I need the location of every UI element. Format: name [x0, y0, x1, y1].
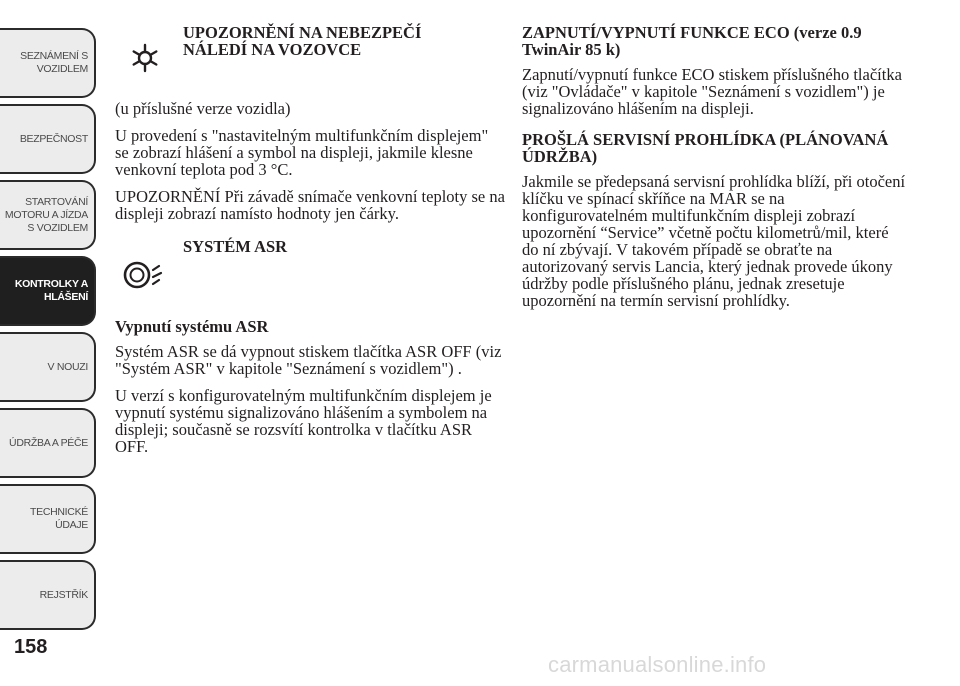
asr-text-1: Systém ASR se dá vypnout stiskem tlačítka ASR OFF (viz "Systém ASR" v kapitole "Seznámení s vozidlem") .	[115, 342, 502, 378]
tab-kontrolky[interactable]: KONTROLKY A HLÁŠENÍ	[0, 256, 96, 326]
asr-text-2: U verzí s konfigurovatelným multifunkčním displejem je vypnutí systému signalizováno hlášením a symbolem na displeji; současně se rozsvítí kontrolka v tlačítku ASR OFF.	[115, 386, 492, 456]
ice-warning-heading: UPOZORNĚNÍ NA NEBEZPEČÍ NÁLEDÍ NA VOZOVCE	[183, 23, 422, 59]
tab-rejstrik[interactable]: REJSTŘÍK	[0, 560, 96, 630]
asr-header	[115, 236, 505, 318]
ice-warning-caution: UPOZORNĚNÍ Při závadě snímače venkovní teploty se na displeji zobrazí namísto hodnoty jen čárky.	[115, 187, 505, 223]
page-number: 158	[14, 636, 48, 658]
tab-startovani[interactable]: STARTOVÁNÍ MOTORU A JÍZDA S VOZIDLEM	[0, 180, 96, 250]
left-column	[115, 24, 505, 465]
snowflake-icon	[129, 42, 161, 79]
service-heading: PROŠLÁ SERVISNÍ PROHLÍDKA (PLÁNOVANÁ ÚDRŽBA)	[522, 130, 889, 166]
service-text: Jakmile se předepsaná servisní prohlídka blíží, při otočení klíčku ve spínací skříňce na MAR se na konfigurovatelném multifunkčním displeji zobrazí upozornění “Service” včetně počtu kilometrů/mil, které do ní zbývají. V takovém případě se obraťte na autorizovaný servis Lancia, který jednak provede úkony údržby podle příslušného plánu, jednak zresetuje upozornění na termín servisní prohlídky.	[522, 172, 906, 310]
asr-traction-icon	[123, 258, 167, 297]
eco-heading: ZAPNUTÍ/VYPNUTÍ FUNKCE ECO (verze 0.9 TwinAir 85 k)	[522, 23, 862, 59]
tab-v-nouzi[interactable]: V NOUZI	[0, 332, 96, 402]
ice-warning-header	[115, 24, 505, 100]
tab-technicke-udaje[interactable]: TECHNICKÉ ÚDAJE	[0, 484, 96, 554]
right-column	[522, 24, 907, 319]
ice-warning-note: (u příslušné verze vozidla)	[115, 99, 291, 118]
tab-udrzba[interactable]: ÚDRŽBA A PÉČE	[0, 408, 96, 478]
asr-heading: SYSTÉM ASR	[183, 237, 288, 256]
tab-bezpecnost[interactable]: BEZPEČNOST	[0, 104, 96, 174]
ice-warning-text: U provedení s "nastavitelným multifunkčním displejem" se zobrazí hlášení a symbol na displeji, jakmile klesne venkovní teplota pod 3 °C.	[115, 126, 489, 179]
tab-seznameni[interactable]: SEZNÁMENÍ S VOZIDLEM	[0, 28, 96, 98]
asr-subheading: Vypnutí systému ASR	[115, 317, 269, 336]
eco-text: Zapnutí/vypnutí funkce ECO stiskem příslušného tlačítka (viz "Ovládače" v kapitole "Seznámení s vozidlem") je signalizováno hlášením na displeji.	[522, 65, 902, 118]
watermark: carmanualsonline.info	[548, 652, 767, 677]
